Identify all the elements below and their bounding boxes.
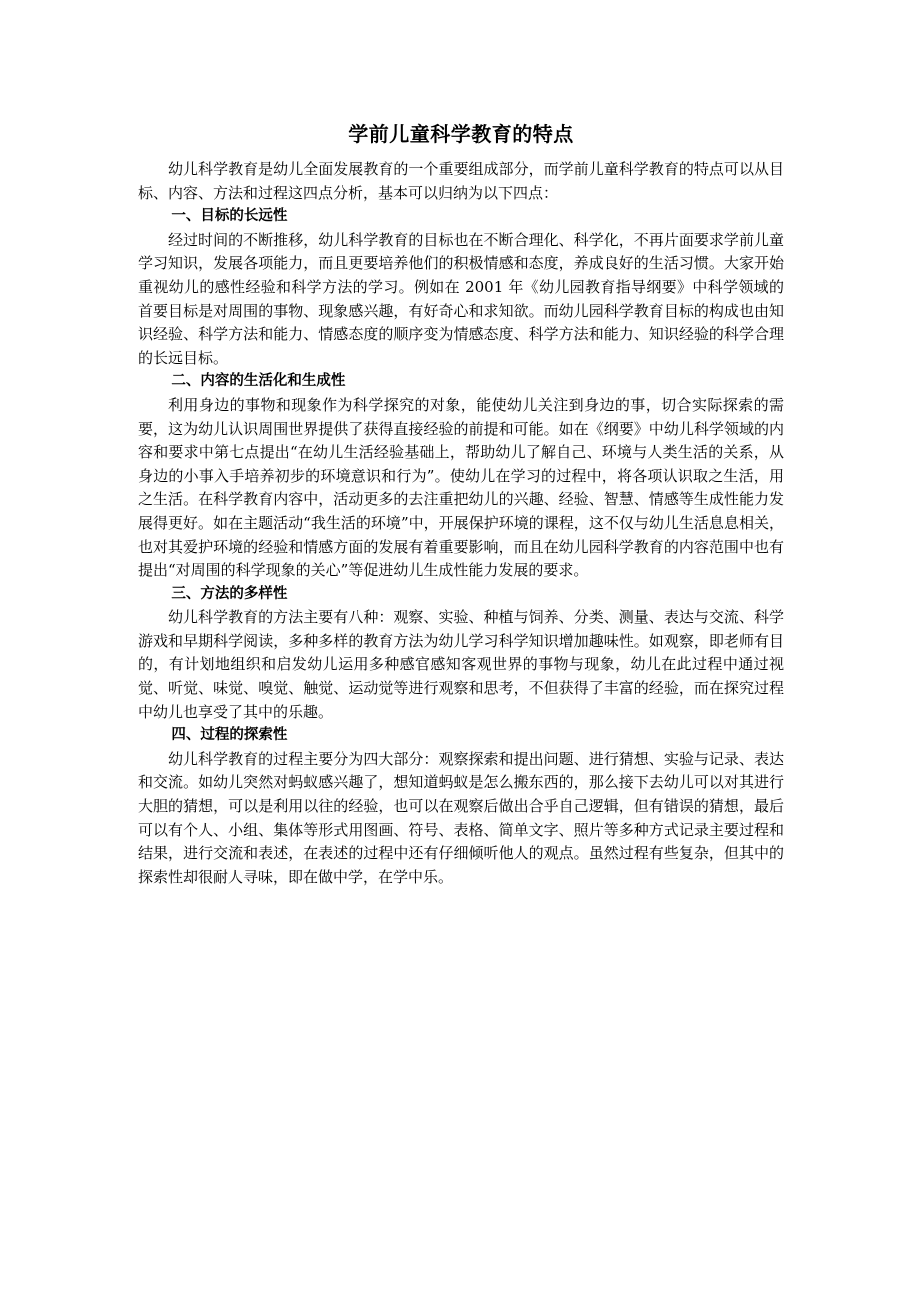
document-title: 学前儿童科学教育的特点 — [348, 122, 574, 146]
section-body-content: 利用身边的事物和现象作为科学探究的对象，能使幼儿关注到身边的事，切合实际探索的需要，这为幼儿认识周围世界提供了获得直接经验的前提和可能。如在《纲要》中幼儿科学领域的内容和要求中第七点提出“在幼儿生活经验基础上，帮助幼儿了解自己、环境与人类生活的关系，从身边的小事入手培养初步的环境意识和行为”。使幼儿在学习的过程中，将各项认识取之生活，用之生活。在科学教育内容中，活动更多的去注重把幼儿的兴趣、经验、智慧、情感等生成性能力发展得更好。如在主题活动“我生活的环境”中，开展保护环境的课程，这不仅与幼儿生活息息相关，也对其爱护环境的经验和情感方面的发展有着重要影响，而且在幼儿园科学教育的内容范围中也有提出“对周围的科学现象的关心”等促进幼儿生成性能力发展的要求。 — [138, 395, 784, 580]
section-heading-process: 四、过程的探索性 — [171, 727, 288, 744]
section-body-process: 幼儿科学教育的过程主要分为四大部分：观察探索和提出问题、进行猜想、实验与记录、表达和交流。如幼儿突然对蚂蚁感兴趣了，想知道蚂蚁是怎么搬东西的，那么接下去幼儿可以对其进行大胆的猜想，可以是利用以往的经验，也可以在观察后做出合乎自己逻辑，但有错误的猜想，最后可以有个人、小组、集体等形式用图画、符号、表格、简单文字、照片等多种方式记录主要过程和结果，进行交流和表述，在表述的过程中还有仔细倾听他人的观点。虽然过程有些复杂，但其中的探索性却很耐人寻味，即在做中学，在学中乐。 — [138, 749, 784, 886]
section-heading-content: 二、内容的生活化和生成性 — [171, 373, 346, 390]
section-body-goals: 经过时间的不断推移，幼儿科学教育的目标也在不断合理化、科学化，不再片面要求学前儿童学习知识，发展各项能力，而且更要培养他们的积极情感和态度，养成良好的生活习惯。大家开始重视幼儿的感性经验和科学方法的学习。例如在 2001 年《幼儿园教育指导纲要》中科学领域的首要目标是对周围的事物、现象感兴趣，有好奇心和求知欲。而幼儿园科学教育目标的构成也由知识经验、科学方法和能力、情感态度的顺序变为情感态度、科学方法和能力、知识经验的科学合理的长远目标。 — [138, 230, 784, 367]
document-page — [138, 120, 784, 889]
section-body-methods: 幼儿科学教育的方法主要有八种：观察、实验、种植与饲养、分类、测量、表达与交流、科学游戏和早期科学阅读，多种多样的教育方法为幼儿学习科学知识增加趣味性。如观察，即老师有目的，有计划地组织和启发幼儿运用多种感官感知客观世界的事物与现象，幼儿在此过程中通过视觉、听觉、味觉、嗅觉、触觉、运动觉等进行观察和思考，不但获得了丰富的经验，而在探究过程中幼儿也享受了其中的乐趣。 — [138, 608, 784, 721]
section-heading-goals: 一、目标的长远性 — [171, 208, 288, 225]
intro-paragraph: 幼儿科学教育是幼儿全面发展教育的一个重要组成部分，而学前儿童科学教育的特点可以从目标、内容、方法和过程这四点分析，基本可以归纳为以下四点： — [138, 160, 784, 202]
section-heading-methods: 三、方法的多样性 — [171, 585, 288, 602]
